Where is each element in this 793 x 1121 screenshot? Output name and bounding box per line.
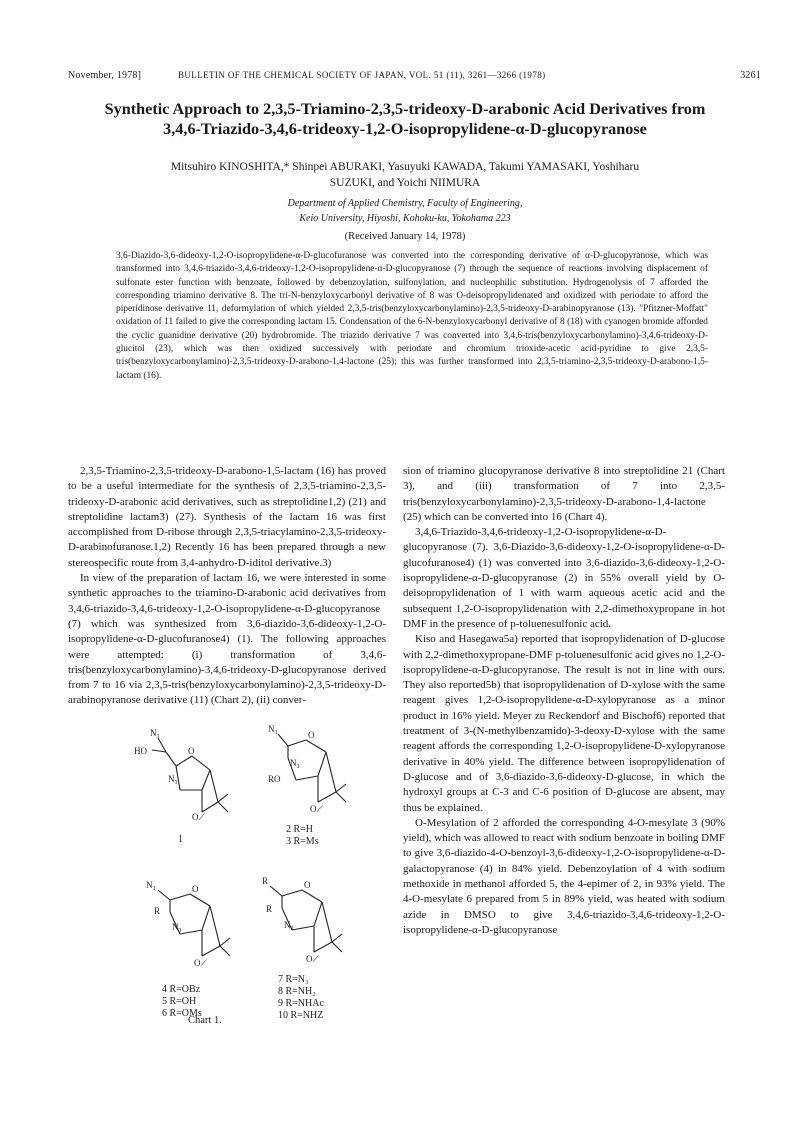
compound-label: 2 R=H — [286, 824, 314, 835]
page-number: 3261 — [740, 70, 761, 81]
compound-label: 9 R=NHAc — [278, 998, 324, 1009]
compound-label: 7 R=N₃ — [278, 974, 309, 985]
label-n3: N₃ — [284, 920, 294, 930]
label-r: R — [154, 906, 161, 916]
chart-1-structures — [130, 720, 370, 1050]
affiliation-line-2: Keio University, Hiyoshi, Kohoku-ku, Yokohama 223 — [299, 213, 511, 224]
author-list: Mitsuhiro KINOSHITA,* Shinpei ABURAKI, Yasuyuki KAWADA, Takumi YAMASAKI, Yoshiharu SUZUKI, and Yoichi NIIMURA — [170, 161, 640, 189]
issue-date: November, 1978] — [68, 70, 142, 81]
right-column — [403, 464, 725, 938]
compound-label: 10 R=NHZ — [278, 1010, 324, 1021]
paragraph: sion of triamino glucopyranose derivative 8 into streptolidine 21 (Chart 3), and (iii) transformation of 7 into 2,3,5-tris(benzyloxycarbonylamino)-2,3,5-trideoxy-D-arabono-1,4-lactone (25) which can be converted into 16 (Chart 4). — [403, 465, 725, 523]
affiliation — [150, 196, 660, 226]
label-n3: N₃ — [290, 758, 300, 768]
compound-number: 1 — [178, 834, 183, 845]
label-ro: RO — [268, 774, 281, 784]
paragraph: Kiso and Hasegawa5a) reported that isopropylidenation of D-glucose with 2,2-dimethoxypropane-DMF p-toluenesulfonic acid gives no 1,2-O-isopropylidene-α-D-glucopyranose. The result is not in line with ours. They also reported5b) that isopropylidenation of D-xylose with the same reagent gives 1,2-O-isopropylidene-α-D-xylopyranose as a minor product in 16% yield. Meyer zu Reckendorf and Bischof6) reported that treatment of 3-(N-methylbenzamido)-3-deoxy-D-xylose with the same reagent affords the corresponding 1,2-O-isopropylidene-D-xylopyranose derivative in 40% yield. The difference between isopropylidenation of D-glucose and of 3,6-diazido-3,6-dideoxy-D-glucose, in which the hydroxyl groups at C-3 and C-6 position of D-glucose are absent, may thus be explained. — [403, 633, 725, 814]
affiliation-line-1: Department of Applied Chemistry, Faculty of Engineering, — [287, 198, 523, 209]
running-header — [68, 70, 761, 86]
label-iso: O⟋ — [310, 804, 323, 814]
journal-citation: BULLETIN OF THE CHEMICAL SOCIETY OF JAPAN, VOL. 51 (11), 3261—3266 (1978) — [178, 70, 546, 80]
label-iso: O⟋ — [192, 812, 205, 822]
label-n3: N₃ — [172, 922, 182, 932]
label-n3: N₃ — [146, 880, 156, 890]
structure-2-3 — [278, 734, 346, 802]
label-ho: HO — [134, 746, 147, 756]
label-o: O — [192, 884, 199, 894]
paragraph: 2,3,5-Triamino-2,3,5-trideoxy-D-arabono-1,5-lactam (16) has proved to be a useful intermediate for the synthesis of 2,3,5-triamino-2,3,5-trideoxy-D-arabonic acid derivatives, such as streptolidine1,2) (21) and streptolidine lactam3) (27). Synthesis of the lactam 16 was first accomplished from D-ribose through 2,3,5-triacylamino-2,3,5-trideoxy-D-arabinofuranose.1,2) Recently 16 has been prepared through a new stereospecific route from 3,4-anhydro-D-iditol derivative.3) — [68, 465, 386, 569]
label-n3: N₃ — [150, 728, 160, 738]
label-n3: N₃ — [168, 774, 178, 784]
paragraph: In view of the preparation of lactam 16, we were interested in some synthetic approaches to the triamino-D-arabonic acid derivatives from 3,4,6-triazido-3,4,6-trideoxy-1,2-O-isopropylidene-α-D-glucopyranose (7) which was synthesized from 3,6-diazido-3,6-dideoxy-1,2-O-isopropylidene-α-D-glucofuranose4) (1). The following approaches were attempted: (i) transformation of 3,4,6-tris(benzyloxycarbonylamino)-3,4,6-trideoxy-D-glucopyranose derived from 7 to 16 via 2,3,5-tris(benzyloxycarbonylamino)-2,3,5-trideoxy-D-arabinopyranose derivative (11) (Chart 2), (ii) conver- — [68, 572, 386, 707]
label-o: O — [308, 730, 315, 740]
label-o: O — [188, 746, 195, 756]
label-n3: N₃ — [268, 724, 278, 734]
compound-label: 8 R=NH₂ — [278, 986, 316, 997]
label-o: O — [304, 880, 311, 890]
label-r: R — [262, 876, 269, 886]
structure-7-10 — [270, 886, 342, 952]
structure-4-6 — [158, 890, 230, 956]
compound-label: 6 R=OMs — [162, 1008, 202, 1019]
label-iso: O⟋ — [194, 958, 207, 968]
label-iso: O⟋ — [306, 954, 319, 964]
compound-label: 5 R=OH — [162, 996, 197, 1007]
chart-caption: Chart 1. — [188, 1015, 222, 1026]
label-r: R — [266, 904, 273, 914]
received-date: (Received January 14, 1978) — [344, 231, 466, 242]
paragraph: 3,4,6-Triazido-3,4,6-trideoxy-1,2-O-isopropylidene-α-D-glucopyranose (7). 3,6-Diazido-3,6-dideoxy-1,2-O-isopropylidene-α-D-glucofuranose4) (1) was converted into 3,6-diazido-3,6-dideoxy-1,2-O-isopropylidene-α-D-glucopyranose (2) in 55% overall yield by O-deisopropylidenation of 1 with warm aqueous acetic acid and the subsequent 1,2-O-isopropylidenation with 2,2-dimethoxypropane in hot DMF in the presence of p-toluenesulfonic acid. — [403, 526, 725, 630]
paragraph: O-Mesylation of 2 afforded the corresponding 4-O-mesylate 3 (90% yield), which was allowed to react with sodium benzoate in boiling DMF to give 3,6-diazido-4-O-benzoyl-3,6-dideoxy-1,2-O-isopropylidene-α-D-galactopyranose (4) in 84% yield. Debenzoylation of 4 with sodium methoxide in methanol afforded 5, the 4-epimer of 2, in 93% yield. The 4-O-mesylate 6 prepared from 5 in 89% yield, was heated with sodium azide in DMSO to give 3,4,6-triazido-3,4,6-trideoxy-1,2-O-isopropylidene-α-D-glucopyranose — [403, 816, 725, 936]
compound-label: 3 R=Ms — [286, 836, 319, 847]
abstract: 3,6-Diazido-3,6-dideoxy-1,2-O-isopropylidene-α-D-glucofuranose was converted into the corresponding derivative of α-D-glucopyranose, which was transformed into 3,4,6-triazido-3,4,6-trideoxy-1,2-O-isopropylidene-α-D-glucopyranose (7) through the sequence of reactions involving displacement of sulfonate ester function with benzoate, followed by debenzoylation, sulfonylation, and nucleophilic substitution. Hydrogenolysis of 7 afforded the corresponding triamino derivative 8. The tri-N-benzyloxycarbonyl derivative of 8 was O-deisopropylidenated and oxidized with periodate to afford the piperidinose derivative 11, deformylation of which yielded 2,3,5-tris(benzyloxycarbonylamino)-2,3,5-trideoxy-D-arabinopyranose (13). "Pfitzner-Moffatt" oxidation of 11 failed to give the corresponding lactam 15. Condensation of the 6-N-benzyloxycarbonyl derivative of 8 (18) with cyanogen bromide afforded the cyclic guanidine derivative (20) hydrobromide. The triazido derivative 7 was converted into 3,4,6-tris(benzyloxycarbonylamino)-3,4,6-trideoxy-D-glucitol (23), which was then oxidized successively with periodate and chromium trioxide-acetic acid-pyridine to give 2,3,5-tris(benzyloxycarbonylamino)-2,3,5-trideoxy-D-arabono-1,4-lactone (25); this was further transformed into 2,3,5-triamino-2,3,5-trideoxy-D-arabono-1,5-lactam (16). — [116, 251, 708, 381]
paper-title: Synthetic Approach to 2,3,5-Triamino-2,3,5-trideoxy-D-arabonic Acid Derivatives from 3,4,6-Triazido-3,4,6-trideoxy-1,2-O-isopropylidene-α-D-glucopyranose — [104, 100, 706, 138]
left-column — [68, 464, 386, 709]
compound-label: 4 R=OBz — [162, 984, 201, 995]
